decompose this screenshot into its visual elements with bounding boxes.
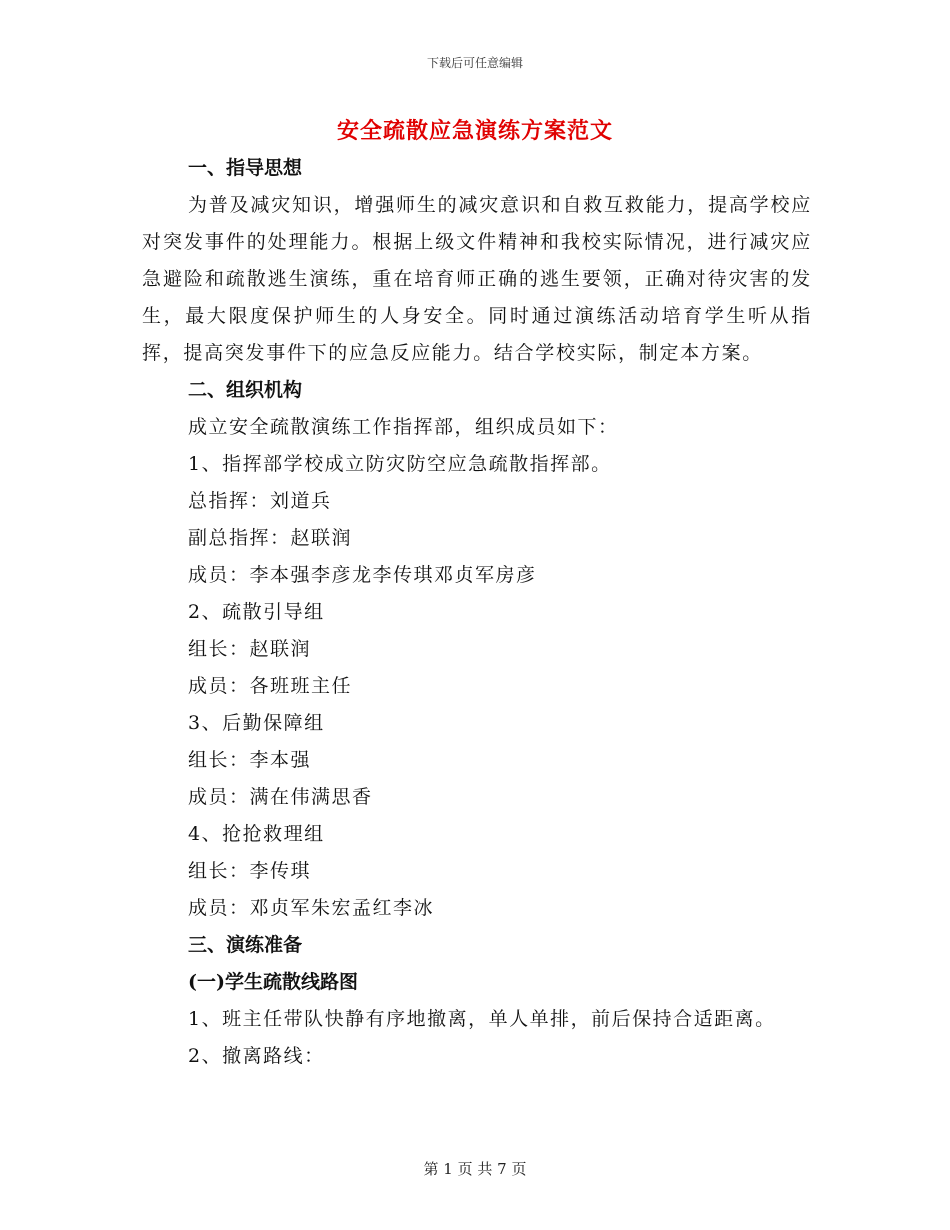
subsection-heading: (一)学生疏散线路图 <box>188 971 358 993</box>
document-title: 安全疏散应急演练方案范文 <box>336 118 613 144</box>
org-line: 成立安全疏散演练工作指挥部，组织成员如下： <box>188 416 619 438</box>
org-line: 成员：李本强李彦龙李传琪邓贞军房彦 <box>188 564 537 586</box>
org-line: 组长：李传琪 <box>188 860 312 882</box>
org-line: 4、抢抢救理组 <box>188 823 325 845</box>
page-header: 下载后可任意编辑 <box>426 56 523 70</box>
org-line: 副总指挥：赵联润 <box>188 527 353 549</box>
org-line: 2、疏散引导组 <box>188 601 325 623</box>
page-footer: 第 1 页 共 7 页 <box>423 1160 527 1178</box>
drill-line: 1、班主任带队快静有序地撤离，单人单排，前后保持合适距离。 <box>188 1008 776 1030</box>
document-body <box>142 150 812 1075</box>
org-line: 组长：李本强 <box>188 749 312 771</box>
drill-line: 2、撤离路线： <box>188 1045 325 1067</box>
org-line: 成员：邓贞军朱宏孟红李冰 <box>188 897 435 919</box>
section-heading-3: 三、演练准备 <box>188 934 303 956</box>
section-1-paragraph: 为普及减灾知识，增强师生的减灾意识和自救互救能力，提高学校应对突发事件的处理能力。根据上级文件精神和我校实际情况，进行减灾应急避险和疏散逃生演练，重在培育师正确的逃生要领，正确对待灾害的发生，最大限度保护师生的人身安全。同时通过演练活动培育学生听从指挥，提高突发事件下的应急反应能力。结合学校实际，制定本方案。 <box>142 194 812 364</box>
org-line: 成员：满在伟满思香 <box>188 786 373 808</box>
org-line: 组长：赵联润 <box>188 638 312 660</box>
org-line: 1、指挥部学校成立防灾防空应急疏散指挥部。 <box>188 453 612 475</box>
org-line: 成员：各班班主任 <box>188 675 353 697</box>
section-heading-2: 二、组织机构 <box>188 379 303 401</box>
org-line: 总指挥：刘道兵 <box>188 490 332 512</box>
org-line: 3、后勤保障组 <box>188 712 325 734</box>
section-heading-1: 一、指导思想 <box>188 157 303 179</box>
